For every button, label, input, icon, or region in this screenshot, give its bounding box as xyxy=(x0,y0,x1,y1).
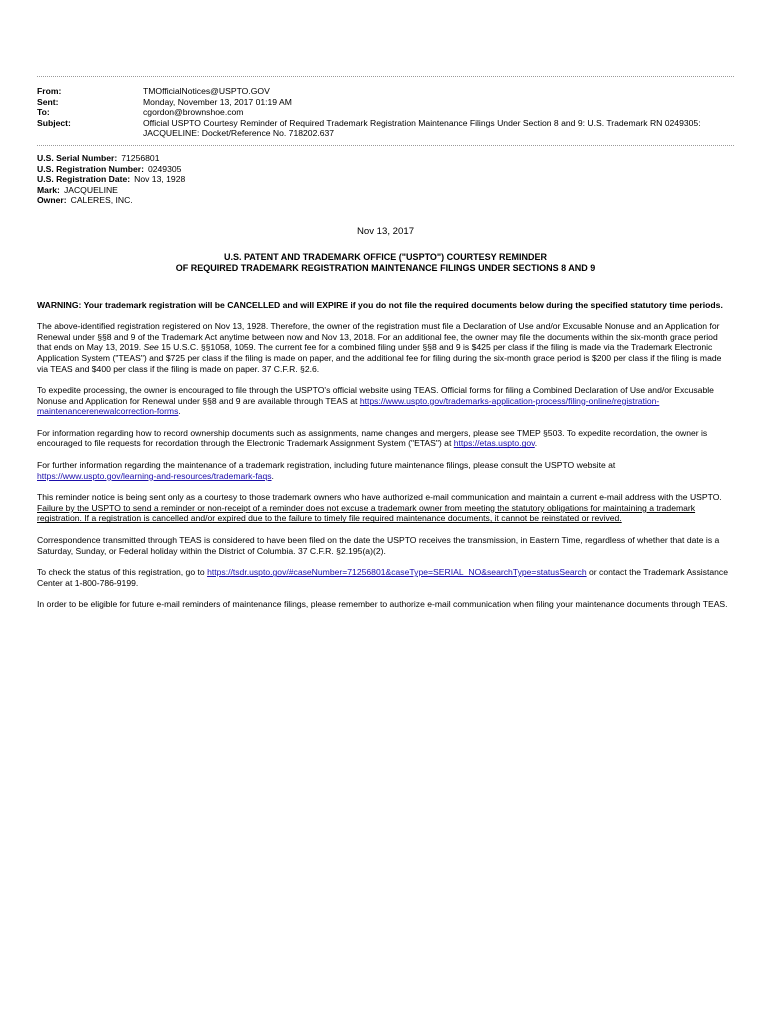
to-row xyxy=(37,107,734,118)
mark: Mark: JACQUELINE xyxy=(37,184,118,195)
failure-disclaimer: Failure by the USPTO to send a reminder or non-receipt of a reminder does not excuse a trademark owner from meeting the statutory obligations for maintaining a trademark registration. If a registration is cancelled and/or expired due to the failure to timely file required maintenance documents, it cannot be reinstated or revived. xyxy=(37,502,696,524)
subject-line-1: Official USPTO Courtesy Reminder of Required Trademark Registration Maintenance Filings Under Section 8 and 9: U.S. Trademark RN 0249305: xyxy=(143,117,701,128)
to-label: To: xyxy=(37,107,50,118)
notice-date: Nov 13, 2017 xyxy=(356,225,415,237)
top-divider xyxy=(37,76,734,77)
notice-title-line-1: U.S. PATENT AND TRADEMARK OFFICE ("USPTO") COURTESY REMINDER xyxy=(223,251,548,262)
status-check-paragraph: To check the status of this registration, go to https://tsdr.uspto.gov/#caseNumber=71256801&caseType=SERIAL_NO&searchType=statusSearch or contact the Trademark Assistance Center at 1-800-786-9199. xyxy=(37,567,728,588)
courtesy-notice-paragraph: This reminder notice is being sent only as a courtesy to those trademark owners who have authorized e-mail communication and maintain a current e-mail address with the USPTO. Failure by the USPTO to send a reminder or non-receipt of a reminder does not excuse a trademark owner from meeting the statutory obligations for maintaining a trademark registration. If a registration is cancelled and/or expired due to the failure to timely file required maintenance documents, it cannot be reinstated or revived. xyxy=(37,492,722,524)
trademark-faqs-link[interactable]: https://www.uspto.gov/learning-and-resources/trademark-faqs xyxy=(37,470,272,481)
notice-title xyxy=(37,252,734,275)
subject-line-2: JACQUELINE: Docket/Reference No. 718202.637 xyxy=(143,128,335,139)
registration-number: U.S. Registration Number: 0249305 xyxy=(37,163,182,174)
subject-label: Subject: xyxy=(37,117,71,128)
subject-row xyxy=(37,118,734,139)
from-row xyxy=(37,86,734,97)
sent-value: Monday, November 13, 2017 01:19 AM xyxy=(143,96,292,107)
filing-requirements-paragraph: The above-identified registration registered on Nov 13, 1928. Therefore, the owner of the registration must file a Declaration of Use and/or Excusable Nonuse and an Application for Renewal under §§8 and 9 of the Trademark Act anytime between now and Nov 13, 2018. For an additional fee, the owner may file the documents within the six-month grace period that ends on May 13, 2019. See 15 U.S.C. §§1058, 1059. The current fee for a combined filing under §§8 and 9 is $425 per class if the filing is made via the Trademark Electronic Application System ("TEAS") and $725 per class if the filing is made on paper, and the additional fee for filing during the six-month grace period is $200 per class if the filing is made via TEAS and $400 per class if the filing is made on paper. 37 C.F.R. §2.6. xyxy=(37,321,722,374)
maintenance-info-paragraph: For further information regarding the maintenance of a trademark registration, including future maintenance filings, please consult the USPTO website at https://www.uspto.gov/learning-and-resources/trademark-faqs. xyxy=(37,460,616,481)
warning-paragraph: WARNING: Your trademark registration will be CANCELLED and will EXPIRE if you do not file the required documents below during the specified statutory time periods. xyxy=(37,299,723,310)
email-reminder-paragraph: In order to be eligible for future e-mail reminders of maintenance filings, please remember to authorize e-mail communication when filing your maintenance documents through TEAS. xyxy=(37,599,728,610)
notice-title-line-2: OF REQUIRED TRADEMARK REGISTRATION MAINTENANCE FILINGS UNDER SECTIONS 8 AND 9 xyxy=(175,263,596,274)
teas-paragraph: To expedite processing, the owner is encouraged to file through the USPTO's official website using TEAS. Official forms for filing a Combined Declaration of Use and/or Excusable Nonuse and Application for Renewal under §§8 and 9 are available through TEAS at https://www.uspto.gov/trademarks-application-process/filing-online/registration-maintenancerenewalcorrection-forms. xyxy=(37,385,714,417)
ownership-paragraph: For information regarding how to record ownership documents such as assignments, name changes and mergers, please see TMEP §503. To expedite recordation, the owner is encouraged to file requests for recordation through the Electronic Trademark Assignment System ("ETAS") at https://etas.uspto.gov. xyxy=(37,427,708,449)
correspondence-paragraph: Correspondence transmitted through TEAS is considered to have been filed on the date the USPTO receives the transmission, in Eastern Time, regardless of whether that date is a Saturday, Sunday, or Federal holiday within the District of Columbia. 37 C.F.R. §2.195(a)(2). xyxy=(37,535,720,556)
from-label: From: xyxy=(37,86,62,96)
sent-row xyxy=(37,97,734,108)
tsdr-status-link[interactable]: https://tsdr.uspto.gov/#caseNumber=71256801&caseType=SERIAL_NO&searchType=statusSearch xyxy=(207,567,587,578)
registration-date: U.S. Registration Date: Nov 13, 1928 xyxy=(37,174,186,185)
sent-label: Sent: xyxy=(37,96,59,107)
owner: Owner: CALERES, INC. xyxy=(37,195,133,206)
from-value: TMOfficialNotices@USPTO.GOV xyxy=(143,86,270,96)
header-divider xyxy=(37,145,734,146)
email-header xyxy=(37,86,734,139)
registration-details xyxy=(37,153,734,206)
teas-forms-link[interactable]: https://www.uspto.gov/trademarks-application-process/filing-online/registration-maintenancerenewalcorrection-forms xyxy=(37,395,660,417)
to-value: cgordon@brownshoe.com xyxy=(143,107,244,118)
serial-number: U.S. Serial Number: 71256801 xyxy=(37,152,160,163)
subject-value xyxy=(143,118,734,139)
etas-link[interactable]: https://etas.uspto.gov xyxy=(453,438,535,449)
email-document xyxy=(37,76,734,610)
